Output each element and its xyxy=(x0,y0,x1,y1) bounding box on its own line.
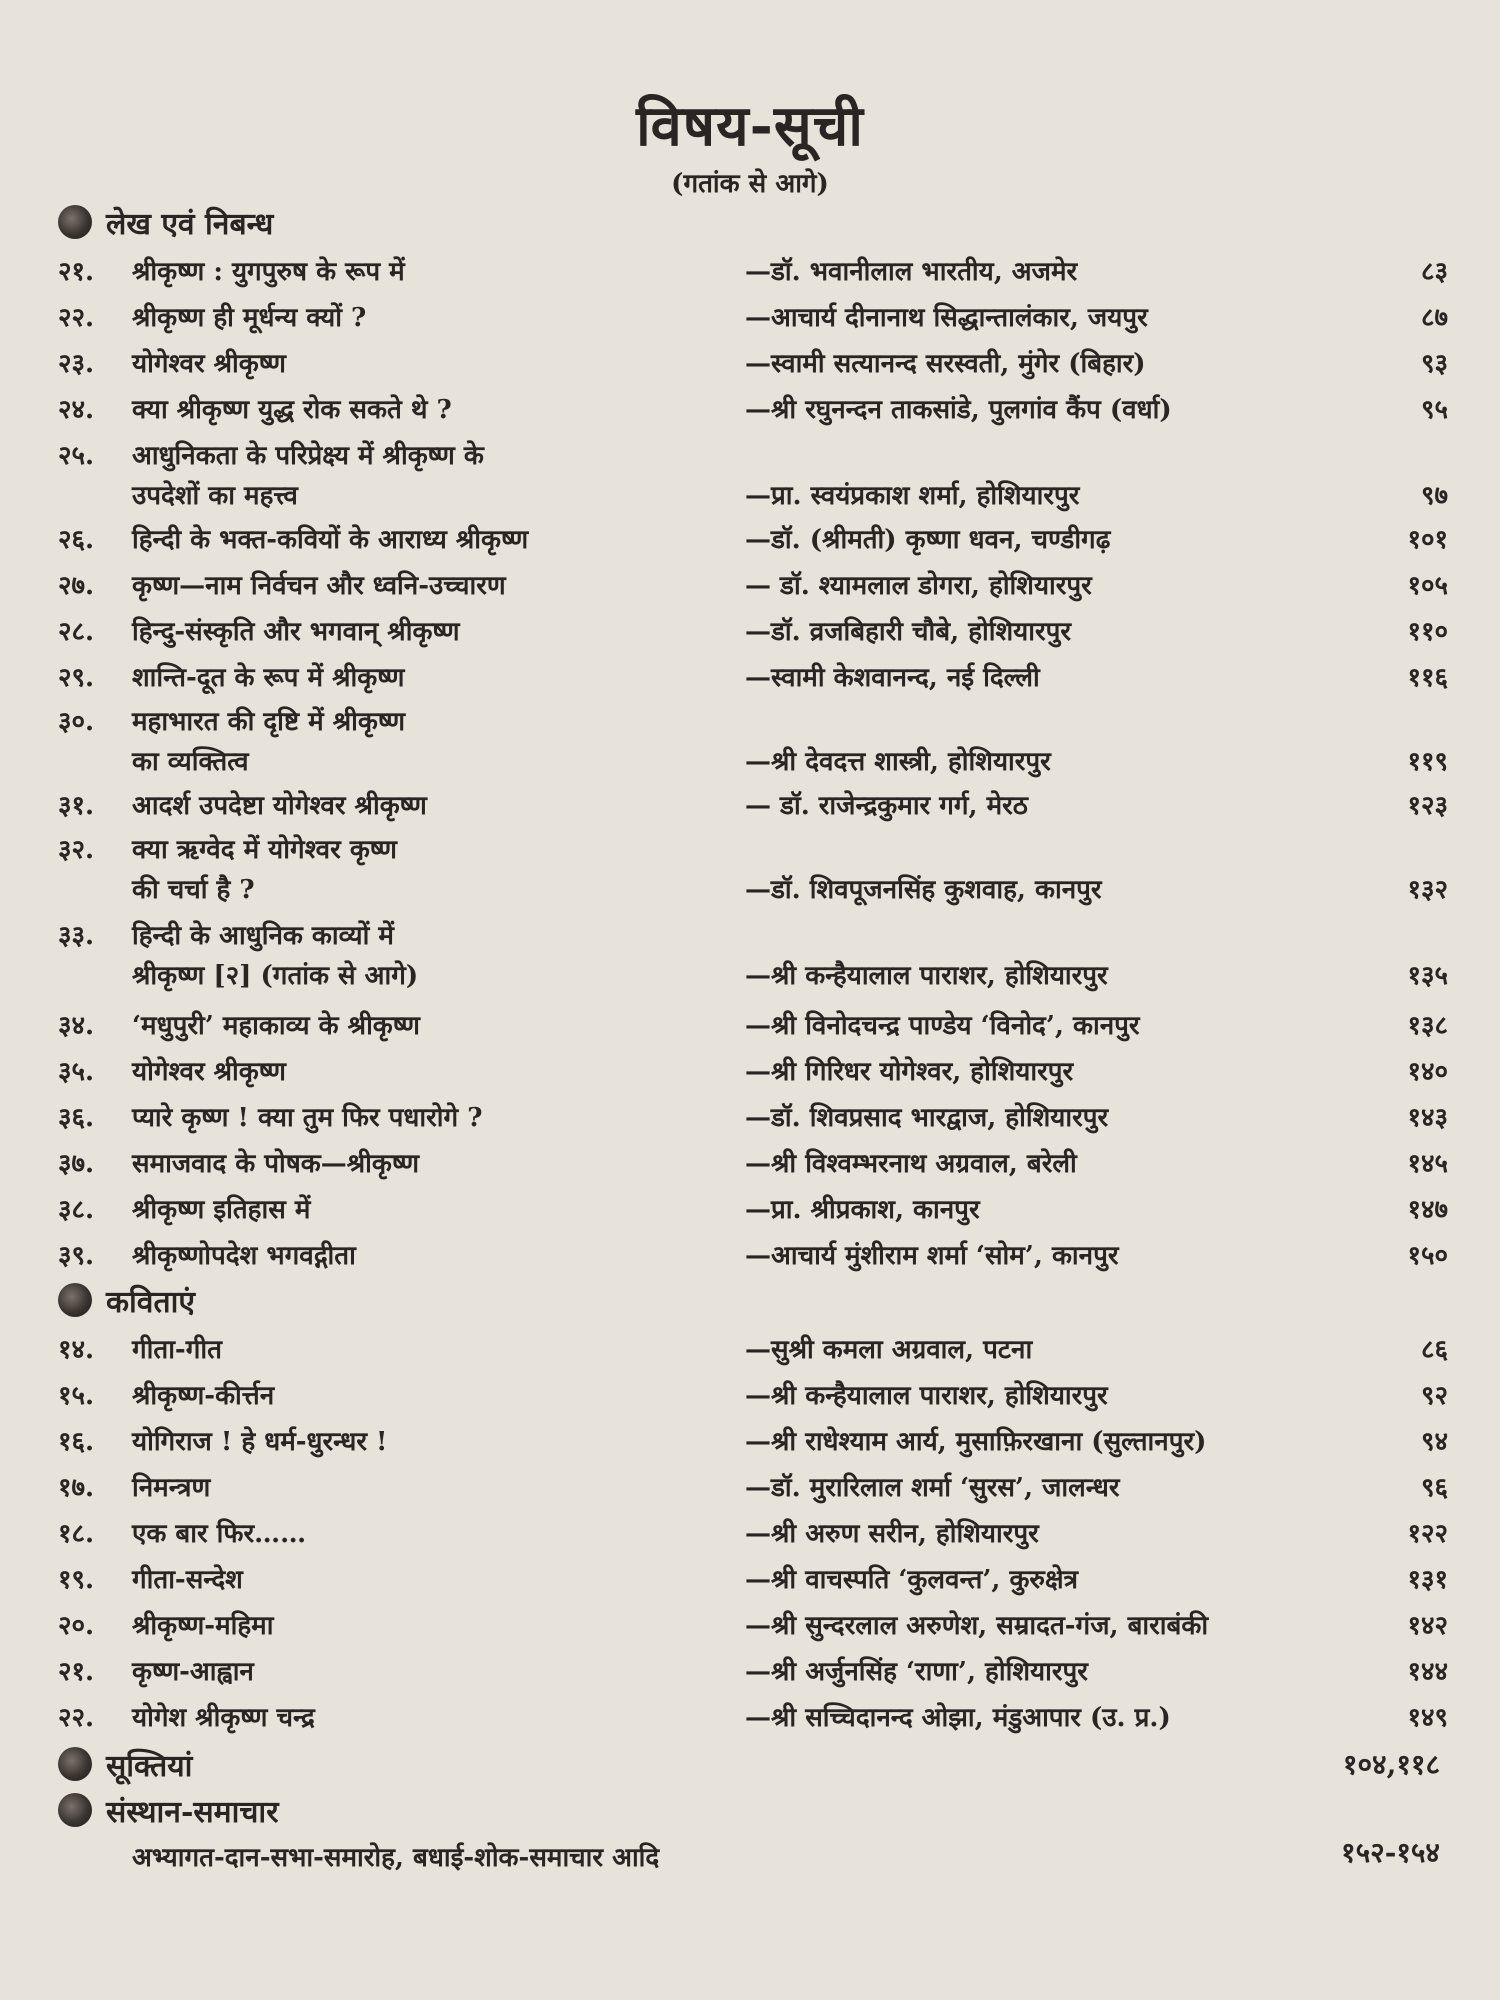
section-label: लेख एवं निबन्ध xyxy=(106,206,274,242)
entry-author: —श्री वाचस्पति ‘कुलवन्त’, कुरुक्षेत्र xyxy=(745,1565,1078,1595)
entry-author: —स्वामी सत्यानन्द सरस्वती, मुंगेर (बिहार) xyxy=(745,349,1146,379)
entry-author: —डॉ. मुरारिलाल शर्मा ‘सुरस’, जालन्धर xyxy=(745,1473,1120,1503)
entry-page: ९२ xyxy=(1420,1381,1448,1411)
entry-page: १२२ xyxy=(1407,1519,1448,1549)
entry-title: एक बार फिर…… xyxy=(132,1519,307,1549)
entry-number: ३५. xyxy=(58,1057,95,1087)
toc-entry[interactable] xyxy=(0,824,1500,910)
entry-author: —श्री सुन्दरलाल अरुणेश, सम्रादत-गंज, बाराबंकी xyxy=(745,1611,1209,1641)
entry-title-continued: उपदेशों का महत्त्व xyxy=(132,481,298,511)
entry-author: —डॉ. शिवपूजनसिंह कुशवाह, कानपुर xyxy=(745,875,1102,905)
entry-title: कृष्ण—नाम निर्वचन और ध्वनि-उच्चारण xyxy=(132,571,506,601)
entry-page: ८३ xyxy=(1420,257,1448,287)
entry-author: — डॉ. राजेन्द्रकुमार गर्ग, मेरठ xyxy=(745,791,1028,821)
toc-entry[interactable] xyxy=(0,338,1500,382)
entry-number: १५. xyxy=(58,1381,95,1411)
entry-number: ३१. xyxy=(58,791,95,821)
entry-title-continued: श्रीकृष्ण [२] (गतांक से आगे) xyxy=(132,961,419,991)
entry-title: हिन्दी के आधुनिक काव्यों में xyxy=(132,921,394,951)
entry-page: १३२ xyxy=(1407,875,1448,905)
section-label: संस्थान-समाचार xyxy=(106,1794,279,1830)
entry-number: २५. xyxy=(58,441,95,471)
toc-entry[interactable] xyxy=(0,652,1500,696)
page-title: विषय-सूची xyxy=(636,93,864,159)
entry-title: निमन्त्रण xyxy=(132,1473,211,1503)
entry-author: —श्री कन्हैयालाल पाराशर, होशियारपुर xyxy=(745,1381,1108,1411)
entry-title: श्रीकृष्ण इतिहास में xyxy=(132,1195,311,1225)
entry-author: —डॉ. (श्रीमती) कृष्णा धवन, चण्डीगढ़ xyxy=(745,525,1111,555)
toc-entry[interactable] xyxy=(0,292,1500,336)
entry-page: ९५ xyxy=(1420,395,1448,425)
toc-entry[interactable] xyxy=(0,560,1500,604)
section-label: सूक्तियां xyxy=(106,1748,193,1784)
entry-title: आदर्श उपदेष्टा योगेश्वर श्रीकृष्ण xyxy=(132,791,427,821)
entry-author: —डॉ. व्रजबिहारी चौबे, होशियारपुर xyxy=(745,617,1072,647)
toc-entry[interactable] xyxy=(0,1000,1500,1044)
toc-entry[interactable] xyxy=(0,1370,1500,1414)
entry-title: योगेश्वर श्रीकृष्ण xyxy=(132,1057,286,1087)
entry-title: कृष्ण-आह्वान xyxy=(132,1657,254,1687)
entry-number: २७. xyxy=(58,571,95,601)
news-pages: १५२-१५४ xyxy=(1341,1836,1440,1869)
entry-page: ११६ xyxy=(1407,663,1448,693)
entry-title: शान्ति-दूत के रूप में श्रीकृष्ण xyxy=(132,663,405,693)
entry-author: —श्री विश्वम्भरनाथ अग्रवाल, बरेली xyxy=(745,1149,1077,1179)
entry-page: ९७ xyxy=(1420,481,1448,511)
entry-number: २३. xyxy=(58,349,95,379)
entry-number: ३३. xyxy=(58,921,95,951)
entry-number: २९. xyxy=(58,663,95,693)
toc-entry[interactable] xyxy=(0,1600,1500,1644)
entry-title: हिन्दु-संस्कृति और भगवान् श्रीकृष्ण xyxy=(132,617,460,647)
entry-page: १२३ xyxy=(1407,791,1448,821)
entry-page: १५० xyxy=(1407,1241,1448,1271)
page-subtitle: (गतांक से आगे) xyxy=(671,169,829,199)
toc-entry[interactable] xyxy=(0,606,1500,650)
entry-number: १८. xyxy=(58,1519,95,1549)
toc-entry[interactable] xyxy=(0,430,1500,516)
entry-author: —श्री गिरिधर योगेश्वर, होशियारपुर xyxy=(745,1057,1074,1087)
entry-number: ३०. xyxy=(58,707,95,737)
entry-page: १४० xyxy=(1407,1057,1448,1087)
entry-author: —श्री रघुनन्दन ताकसांडे, पुलगांव कैंप (वर्धा) xyxy=(745,395,1172,425)
toc-entry[interactable] xyxy=(0,1092,1500,1136)
entry-title: हिन्दी के भक्त-कवियों के आराध्य श्रीकृष्ण xyxy=(132,525,529,555)
entry-page: १४४ xyxy=(1407,1657,1448,1687)
entry-page: ९६ xyxy=(1420,1473,1448,1503)
entry-page: १४२ xyxy=(1407,1611,1448,1641)
toc-entry[interactable] xyxy=(0,1416,1500,1460)
toc-entry[interactable] xyxy=(0,514,1500,558)
entry-number: ३७. xyxy=(58,1149,95,1179)
entry-number: ३९. xyxy=(58,1241,95,1271)
entry-author: —डॉ. शिवप्रसाद भारद्वाज, होशियारपुर xyxy=(745,1103,1109,1133)
entry-title: गीता-गीत xyxy=(132,1335,222,1365)
toc-entry[interactable] xyxy=(0,1324,1500,1368)
entry-author: — डॉ. श्यामलाल डोगरा, होशियारपुर xyxy=(745,571,1092,601)
toc-entry[interactable] xyxy=(0,1184,1500,1228)
entry-title: महाभारत की दृष्टि में श्रीकृष्ण xyxy=(132,707,406,737)
entry-page: ९३ xyxy=(1420,349,1448,379)
entry-number: ३८. xyxy=(58,1195,95,1225)
entry-title: श्रीकृष्ण-कीर्त्तन xyxy=(132,1381,275,1411)
entry-page: १३१ xyxy=(1407,1565,1448,1595)
entry-number: ३२. xyxy=(58,835,95,865)
entry-title: योगेश्वर श्रीकृष्ण xyxy=(132,349,286,379)
entry-title: योगिराज ! हे धर्म-धुरन्धर ! xyxy=(132,1427,388,1457)
entry-author: —श्री अर्जुनसिंह ‘राणा’, होशियारपुर xyxy=(745,1657,1088,1687)
toc-entry[interactable] xyxy=(0,910,1500,996)
entry-number: २०. xyxy=(58,1611,95,1641)
entry-number: ३६. xyxy=(58,1103,95,1133)
toc-entry[interactable] xyxy=(0,1508,1500,1552)
toc-entry[interactable] xyxy=(0,384,1500,428)
entry-number: २१. xyxy=(58,1657,95,1687)
entry-title: गीता-सन्देश xyxy=(132,1565,243,1595)
entry-number: २२. xyxy=(58,303,95,333)
entry-title: आधुनिकता के परिप्रेक्ष्य में श्रीकृष्ण के xyxy=(132,441,484,471)
toc-entry[interactable] xyxy=(0,696,1500,782)
entry-author: —प्रा. स्वयंप्रकाश शर्मा, होशियारपुर xyxy=(745,481,1080,511)
entry-page: ८६ xyxy=(1420,1335,1448,1365)
entry-number: २४. xyxy=(58,395,95,425)
toc-entry[interactable] xyxy=(0,1462,1500,1506)
entry-page: १४७ xyxy=(1407,1195,1448,1225)
section-heading-news xyxy=(58,1788,278,1832)
entry-title: श्रीकृष्ण-महिमा xyxy=(132,1611,274,1641)
entry-author: —श्री विनोदचन्द्र पाण्डेय ‘विनोद’, कानपुर xyxy=(745,1011,1140,1041)
entry-title: श्रीकृष्ण ही मूर्धन्य क्यों ? xyxy=(132,303,367,333)
entry-number: १९. xyxy=(58,1565,95,1595)
toc-entry[interactable] xyxy=(0,246,1500,290)
toc-entry[interactable] xyxy=(0,1692,1500,1736)
toc-entry[interactable] xyxy=(0,1138,1500,1182)
entry-page: १३८ xyxy=(1407,1011,1448,1041)
entry-author: —श्री देवदत्त शास्त्री, होशियारपुर xyxy=(745,747,1051,777)
entry-title: ‘मधुपुरी’ महाकाव्य के श्रीकृष्ण xyxy=(132,1011,420,1041)
entry-author: —आचार्य मुंशीराम शर्मा ‘सोम’, कानपुर xyxy=(745,1241,1119,1271)
entry-author: —डॉ. भवानीलाल भारतीय, अजमेर xyxy=(745,257,1078,287)
entry-page: ९४ xyxy=(1420,1427,1448,1457)
sayings-pages: १०४,११८ xyxy=(1342,1748,1440,1781)
entry-title-continued: का व्यक्तित्व xyxy=(132,747,249,777)
entry-title: योगेश श्रीकृष्ण चन्द्र xyxy=(132,1703,315,1733)
entry-page: ११९ xyxy=(1407,747,1448,777)
entry-title: समाजवाद के पोषक—श्रीकृष्ण xyxy=(132,1149,419,1179)
entry-page: १४९ xyxy=(1407,1703,1448,1733)
toc-entry[interactable] xyxy=(0,1554,1500,1598)
toc-entry[interactable] xyxy=(0,780,1500,824)
entry-author: —प्रा. श्रीप्रकाश, कानपुर xyxy=(745,1195,980,1225)
section-heading-poems xyxy=(58,1278,195,1322)
toc-entry[interactable] xyxy=(0,1046,1500,1090)
entry-number: १४. xyxy=(58,1335,95,1365)
entry-title: श्रीकृष्णोपदेश भगवद्गीता xyxy=(132,1241,356,1271)
entry-author: —स्वामी केशवानन्द, नई दिल्ली xyxy=(745,663,1040,693)
bullet-icon xyxy=(58,1283,92,1317)
entry-number: २६. xyxy=(58,525,95,555)
entry-page: १४५ xyxy=(1407,1149,1448,1179)
entry-title: क्या श्रीकृष्ण युद्ध रोक सकते थे ? xyxy=(132,395,452,425)
toc-entry[interactable] xyxy=(0,1230,1500,1274)
news-description: अभ्यागत-दान-सभा-समारोह, बधाई-शोक-समाचार आदि xyxy=(132,1843,660,1873)
section-heading-sayings xyxy=(58,1742,192,1786)
toc-entry[interactable] xyxy=(0,1646,1500,1690)
entry-title: प्यारे कृष्ण ! क्या तुम फिर पधारोगे ? xyxy=(132,1103,483,1133)
bullet-icon xyxy=(58,1747,92,1781)
entry-number: १७. xyxy=(58,1473,95,1503)
entry-title-continued: की चर्चा है ? xyxy=(132,875,255,905)
entry-author: —सुश्री कमला अग्रवाल, पटना xyxy=(745,1335,1033,1365)
entry-number: १६. xyxy=(58,1427,95,1457)
entry-number: २१. xyxy=(58,257,95,287)
bullet-icon xyxy=(58,205,92,239)
entry-number: २२. xyxy=(58,1703,95,1733)
entry-page: १०५ xyxy=(1407,571,1448,601)
entry-number: २८. xyxy=(58,617,95,647)
entry-title: श्रीकृष्ण : युगपुरुष के रूप में xyxy=(132,257,405,287)
entry-author: —श्री राधेश्याम आर्य, मुसाफ़िरखाना (सुल्तानपुर) xyxy=(745,1427,1207,1457)
entry-page: १३५ xyxy=(1407,961,1448,991)
entry-author: —आचार्य दीनानाथ सिद्धान्तालंकार, जयपुर xyxy=(745,303,1148,333)
entry-author: —श्री सच्चिदानन्द ओझा, मंडुआपार (उ. प्र.) xyxy=(745,1703,1171,1733)
entry-title: क्या ऋग्वेद में योगेश्वर कृष्ण xyxy=(132,835,397,865)
entry-author: —श्री कन्हैयालाल पाराशर, होशियारपुर xyxy=(745,961,1108,991)
entry-page: १०१ xyxy=(1407,525,1448,555)
entry-number: ३४. xyxy=(58,1011,95,1041)
bullet-icon xyxy=(58,1793,92,1827)
section-label: कविताएं xyxy=(106,1284,195,1320)
section-heading-essays xyxy=(58,200,273,244)
entry-page: १४३ xyxy=(1407,1103,1448,1133)
entry-page: ८७ xyxy=(1420,303,1448,333)
entry-page: ११० xyxy=(1407,617,1448,647)
entry-author: —श्री अरुण सरीन, होशियारपुर xyxy=(745,1519,1039,1549)
